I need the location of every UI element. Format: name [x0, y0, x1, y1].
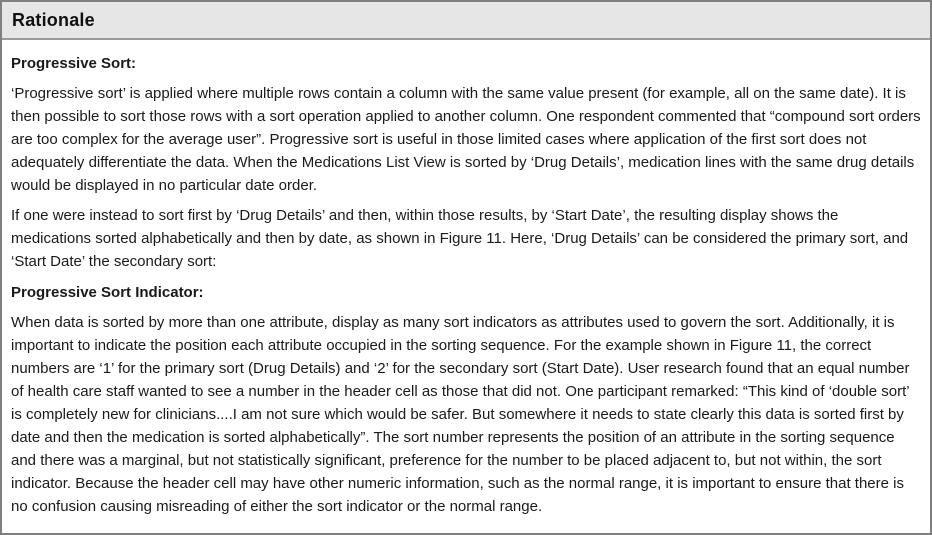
- panel-title: Rationale: [2, 2, 930, 40]
- paragraph: ‘Progressive sort’ is applied where multiple rows contain a column with the same value present (for example, all on the same date). It is then possible to sort those rows with a sort operation applied to another column. One respondent commented that “compound sort orders are too complex for the average user”. Progressive sort is useful in those limited cases where application of the first sort does not adequately differentiate the data. When the Medications List View is sorted by ‘Drug Details’, medication lines with the same drug details would be displayed in no particular date order.: [11, 85, 921, 194]
- section-heading: Progressive Sort Indicator:: [11, 284, 204, 301]
- section-heading: Progressive Sort:: [11, 55, 137, 72]
- section-progressive-sort: [11, 53, 921, 273]
- section-progressive-sort-indicator: [11, 282, 921, 518]
- panel-body: [2, 40, 930, 531]
- paragraph: If one were instead to sort first by ‘Drug Details’ and then, within those results, by ‘Start Date’, the resulting display shows the medications sorted alphabetically and then by date, as shown in Figure 11. Here, ‘Drug Details’ can be considered the primary sort, and ‘Start Date’ the secondary sort:: [11, 207, 909, 270]
- paragraph: When data is sorted by more than one attribute, display as many sort indicators as attributes used to govern the sort. Additionally, it is important to indicate the position each attribute occupied in the sorting sequence. For the example shown in Figure 11, the correct numbers are ‘1’ for the primary sort (Drug Details) and ‘2’ for the secondary sort (Start Date). User research found that an equal number of health care staff wanted to see a number in the header cell as those that did not. One participant remarked: “This kind of ‘double sort’ is completely new for clinicians....I am not sure which would be safer. But somewhere it needs to state clearly this data is sorted first by date and then the medication is sorted alphabetically”. The sort number represents the position of an attribute in the sorting sequence and there was a marginal, but not statistically significant, preference for the number to be placed adjacent to, but not within, the sort indicator. Because the header cell may have other numeric information, such as the normal range, it is important to ensure that there is no confusion causing misreading of either the sort indicator or the normal range.: [11, 314, 910, 515]
